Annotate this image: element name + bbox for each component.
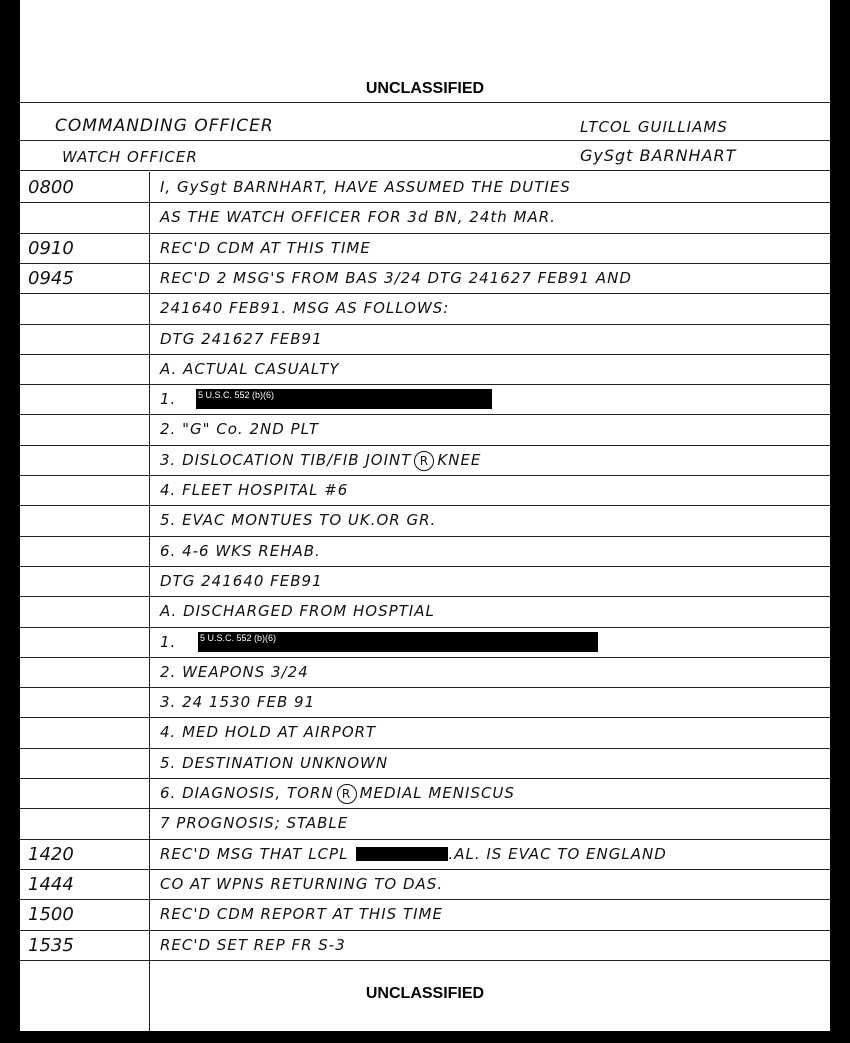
log-time: 1535 [28,934,74,956]
log-entry [160,299,449,317]
log-entry [160,754,388,772]
log-row-rule [20,627,830,628]
log-time: 1444 [28,873,74,895]
log-row-rule [20,748,830,749]
log-entry [160,390,176,408]
log-entry [160,451,481,471]
log-entry-text: REC'D 2 MSG'S FROM BAS 3/24 DTG 241627 FEB91 AND [160,268,632,287]
log-time: 0910 [28,237,74,259]
time-column-divider [149,172,150,1031]
log-entry-text: 1. [160,632,177,651]
log-entry [160,875,443,893]
circled-letter: R [337,784,357,804]
role-watch-officer-name: GySgt BARNHART [580,146,737,165]
log-entry [160,663,309,681]
log-entry-text: 241640 FEB91. MSG AS FOLLOWS: [160,299,450,318]
classification-bottom: UNCLASSIFIED [365,985,485,1002]
log-entry-text: 3. 24 1530 FEB 91 [160,693,316,712]
log-sheet [20,0,830,1031]
log-entry [160,633,176,651]
log-entry [160,936,346,954]
circled-letter: R [414,451,434,471]
log-entry-text: I, GySgt BARNHART, HAVE ASSUMED THE DUTIES [160,178,571,196]
log-entry [160,814,348,832]
log-row-rule [20,717,830,718]
log-entry [160,723,376,741]
role-commanding-officer-name: LTCOL GUILLIAMS [580,118,728,136]
log-row-rule [20,475,830,476]
log-entry-text-continued: MEDIAL MENISCUS [359,784,515,802]
log-entry-text: 2. WEAPONS 3/24 [160,662,309,681]
log-row-rule [20,687,830,688]
log-entry [160,239,371,257]
log-row-rule [20,657,830,658]
log-entry-text: A. DISCHARGED FROM HOSPTIAL [160,602,435,621]
log-time: 1420 [28,843,74,865]
log-row-rule [20,324,830,325]
log-row-rule [20,354,830,355]
log-entry [160,542,321,560]
log-row-rule [20,778,830,779]
log-entry-text: 5. DESTINATION UNKNOWN [160,753,389,772]
log-row-rule [20,233,830,234]
log-entry-text: 5. EVAC MONTUES TO UK.OR GR. [160,511,437,530]
role-rule-1 [20,140,830,141]
log-entry-text: 7 PROGNOSIS; STABLE [160,814,349,833]
log-entry-text: DTG 241627 FEB91 [160,329,323,348]
log-entry [160,905,443,923]
log-entry-text: REC'D MSG THAT LCPL [160,844,349,863]
log-row-rule [20,960,830,961]
log-entry-text: CO AT WPNS RETURNING TO DAS. [160,874,444,893]
role-commanding-officer-label: COMMANDING OFFICER [55,116,274,136]
log-row-rule [20,293,830,294]
redaction-bar: 5 U.S.C. 552 (b)(6) [196,389,492,409]
log-entry-text: AS THE WATCH OFFICER FOR 3d BN, 24th MAR. [160,208,556,227]
log-entry-text: REC'D SET REP FR S-3 [160,935,346,954]
log-entry-text: 4. MED HOLD AT AIRPORT [160,723,377,742]
log-entry [160,602,435,620]
log-entry-text-continued: KNEE [437,450,482,469]
log-entry-text: 2. "G" Co. 2ND PLT [160,420,320,439]
log-row-rule [20,384,830,385]
log-time: 0800 [28,177,74,198]
log-row-rule [20,596,830,597]
log-entry-text: 6. 4-6 WKS REHAB. [160,541,321,560]
log-row-rule [20,566,830,567]
log-entry-text: REC'D CDM AT THIS TIME [160,238,371,257]
log-entry [160,269,632,287]
log-entry [160,511,436,529]
role-rule-2 [20,170,830,171]
log-entry [160,330,323,348]
log-entry [160,693,315,711]
log-entry [160,481,348,499]
log-entry-text: A. ACTUAL CASUALTY [160,359,340,378]
log-entry-text-continued: .AL. IS EVAC TO ENGLAND [448,844,667,863]
log-row-rule [20,505,830,506]
role-watch-officer-label: WATCH OFFICER [62,148,198,166]
log-entry [160,845,667,863]
log-row-rule [20,414,830,415]
log-row-rule [20,899,830,900]
log-entry-text: 4. FLEET HOSPITAL #6 [160,481,349,499]
log-entry-text: 1. [160,390,177,409]
log-entry [160,420,319,438]
log-entry [160,178,571,196]
header-rule [20,102,830,103]
redaction-bar: 5 U.S.C. 552 (b)(6) [198,632,598,652]
log-row-rule [20,930,830,931]
log-entry-text: 3. DISLOCATION TIB/FIB JOINT [160,450,412,469]
log-entry [160,360,340,378]
log-row-rule [20,808,830,809]
log-row-rule [20,869,830,870]
log-entry-text: REC'D CDM REPORT AT THIS TIME [160,905,443,924]
log-row-rule [20,839,830,840]
log-entry-text: DTG 241640 FEB91 [160,571,323,590]
log-time: 0945 [28,267,74,289]
inline-redaction-bar [356,847,448,861]
classification-top: UNCLASSIFIED [365,80,485,97]
log-time: 1500 [28,904,74,926]
log-row-rule [20,263,830,264]
log-entry [160,784,515,804]
log-row-rule [20,536,830,537]
log-row-rule [20,202,830,203]
log-row-rule [20,445,830,446]
log-entry [160,208,556,226]
log-entry-text: 6. DIAGNOSIS, TORN [160,784,334,802]
log-entry [160,572,323,590]
